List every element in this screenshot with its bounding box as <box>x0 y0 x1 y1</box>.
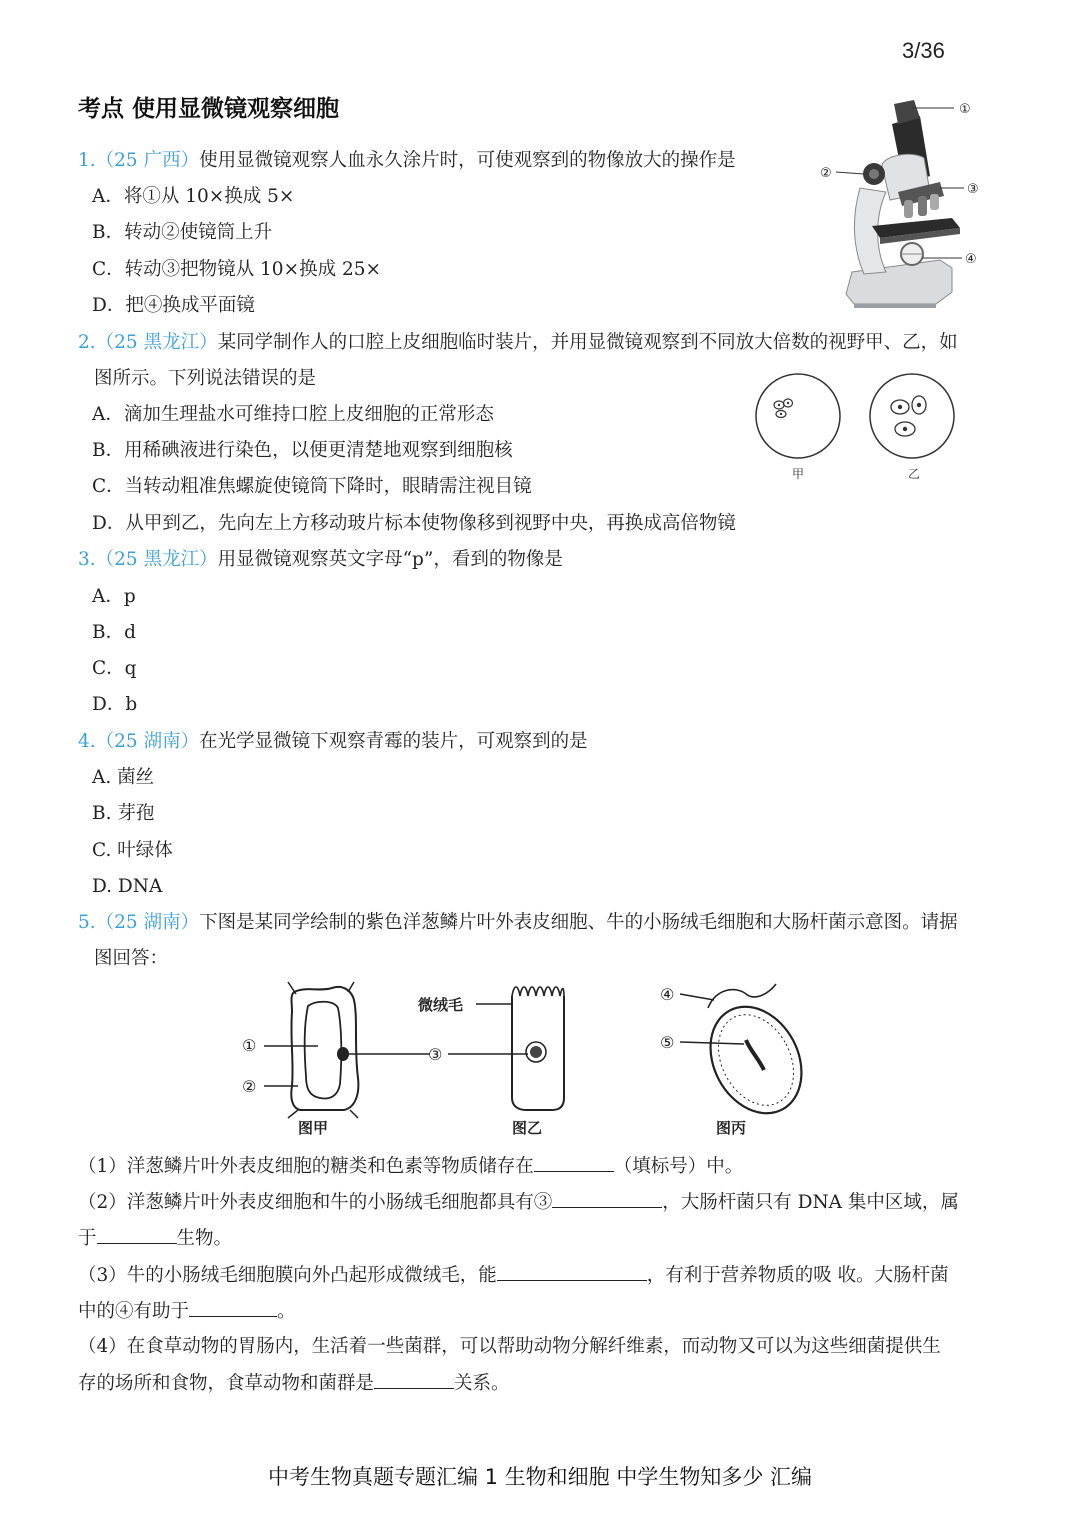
q3-option-b: B．d <box>92 622 136 643</box>
q2-option-c: C．当转动粗准焦螺旋使镜筒下降时，眼睛需注视目镜 <box>92 476 532 497</box>
question-number: 5. <box>78 912 96 933</box>
question-2-stem <box>78 330 958 356</box>
question-text: 在光学显微镜下观察青霉的装片，可观察到的是 <box>199 731 588 752</box>
q1-option-c: C．转动③把物镜从 10×换成 25× <box>92 259 382 280</box>
q5-sub3-cont <box>78 1298 296 1325</box>
question-source: （25 黑龙江） <box>95 332 218 353</box>
question-1-stem <box>78 148 736 174</box>
q5-sub2-cont <box>78 1225 232 1252</box>
answer-blank[interactable] <box>534 1153 614 1172</box>
q1-option-b: B．转动②使镜筒上升 <box>92 222 273 243</box>
answer-blank[interactable] <box>97 1225 177 1244</box>
q3-option-c: C．q <box>92 658 137 679</box>
microscope-figure <box>812 96 992 312</box>
marker-2: ② <box>820 166 832 181</box>
sub3-text-end: 。 <box>277 1301 296 1322</box>
q4-option-d: D. DNA <box>92 876 163 897</box>
sub4-text-cont: 存的场所和食物，食草动物和菌群是 <box>78 1373 375 1394</box>
q2-option-a: A．滴加生理盐水可维持口腔上皮细胞的正常形态 <box>92 404 494 425</box>
sub2-text-mid: ，大肠杆菌只有 DNA 集中区域，属 <box>662 1192 959 1213</box>
question-text: 用显微镜观察英文字母“p”，看到的物像是 <box>217 549 563 570</box>
answer-blank[interactable] <box>374 1370 454 1389</box>
q5-sub2 <box>78 1189 959 1216</box>
q5-sub1 <box>78 1153 743 1180</box>
sub3-text-mid: ，有利于营养物质的吸 收。大肠杆菌 <box>646 1265 949 1286</box>
question-text: 下图是某同学绘制的紫色洋葱鳞片叶外表皮细胞、牛的小肠绒毛细胞和大肠杆菌示意图。请据 <box>199 912 958 933</box>
question-5-stem <box>78 910 958 936</box>
q4-option-c: C. 叶绿体 <box>92 840 173 861</box>
fig-marker-5: ⑤ <box>660 1033 675 1052</box>
page-number: 3/36 <box>902 38 945 63</box>
question-5-stem-cont: 图回答： <box>94 948 169 969</box>
q5-sub4-cont <box>78 1370 510 1397</box>
question-text: 使用显微镜观察人血永久涂片时，可使观察到的物像放大的操作是 <box>199 150 736 171</box>
q5-sub3 <box>78 1262 949 1289</box>
question-source: （25 黑龙江） <box>95 549 218 570</box>
question-source: （25 湖南） <box>95 731 200 752</box>
q3-option-d: D．b <box>92 694 138 715</box>
answer-blank[interactable] <box>552 1189 662 1208</box>
fig-marker-2: ② <box>242 1077 257 1096</box>
q5-sub4: （4）在食草动物的胃肠内，生活着一些菌群，可以帮助动物分解纤维素，而动物又可以为这些细菌提供生 <box>78 1336 941 1357</box>
q4-option-a: A. 菌丝 <box>92 767 155 788</box>
question-number: 4. <box>78 731 96 752</box>
label-microvilli: 微绒毛 <box>418 996 464 1014</box>
sub4-text-end: 关系。 <box>454 1373 510 1394</box>
sub3-text-cont: 中的④有助于 <box>78 1301 190 1322</box>
answer-blank[interactable] <box>497 1262 647 1281</box>
question-4-stem <box>78 729 588 755</box>
page-footer: 中考生物真题专题汇编 1 生物和细胞 中学生物知多少 汇编 <box>267 1465 813 1489</box>
marker-1: ① <box>959 102 971 117</box>
question-number: 1. <box>78 150 96 171</box>
question-text: 某同学制作人的口腔上皮细胞临时装片，并用显微镜观察到不同放大倍数的视野甲、乙，如 <box>217 332 958 353</box>
q1-option-a: A．将①从 10×换成 5× <box>92 186 295 207</box>
question-number: 2. <box>78 332 96 353</box>
caption-bing: 图丙 <box>716 1119 747 1137</box>
question-number: 3. <box>78 549 96 570</box>
q1-option-d: D．把④换成平面镜 <box>92 295 255 316</box>
section-title: 考点 使用显微镜观察细胞 <box>78 96 340 122</box>
question-source: （25 广西） <box>95 150 200 171</box>
field-of-view-figure <box>752 370 962 485</box>
field-label-yi: 乙 <box>908 467 921 481</box>
fig-marker-4: ④ <box>660 985 675 1004</box>
sub1-text-end: （填标号）中。 <box>613 1156 744 1177</box>
question-source: （25 湖南） <box>95 912 200 933</box>
answer-blank[interactable] <box>189 1298 277 1317</box>
marker-3: ③ <box>967 182 979 197</box>
q4-option-b: B. 芽孢 <box>92 803 155 824</box>
question-3-stem <box>78 547 563 573</box>
cells-figure <box>236 978 836 1140</box>
field-label-jia: 甲 <box>792 467 805 481</box>
caption-jia: 图甲 <box>298 1119 329 1137</box>
sub3-text: （3）牛的小肠绒毛细胞膜向外凸起形成微绒毛，能 <box>78 1265 497 1286</box>
question-2-stem-cont: 图所示。下列说法错误的是 <box>94 368 317 389</box>
q2-option-b: B．用稀碘液进行染色，以便更清楚地观察到细胞核 <box>92 440 513 461</box>
sub2-text-end: 生物。 <box>176 1228 233 1249</box>
marker-4: ④ <box>965 252 977 267</box>
sub2-text-cont: 于 <box>78 1228 97 1249</box>
sub1-text: （1）洋葱鳞片叶外表皮细胞的糖类和色素等物质储存在 <box>78 1156 534 1177</box>
caption-yi: 图乙 <box>512 1119 543 1137</box>
q2-option-d: D．从甲到乙，先向左上方移动玻片标本使物像移到视野中央，再换成高倍物镜 <box>92 513 736 534</box>
q3-option-a: A．p <box>92 586 136 607</box>
sub2-text: （2）洋葱鳞片叶外表皮细胞和牛的小肠绒毛细胞都具有③ <box>78 1192 553 1213</box>
fig-marker-1: ① <box>242 1036 257 1055</box>
fig-marker-3: ③ <box>428 1045 443 1064</box>
